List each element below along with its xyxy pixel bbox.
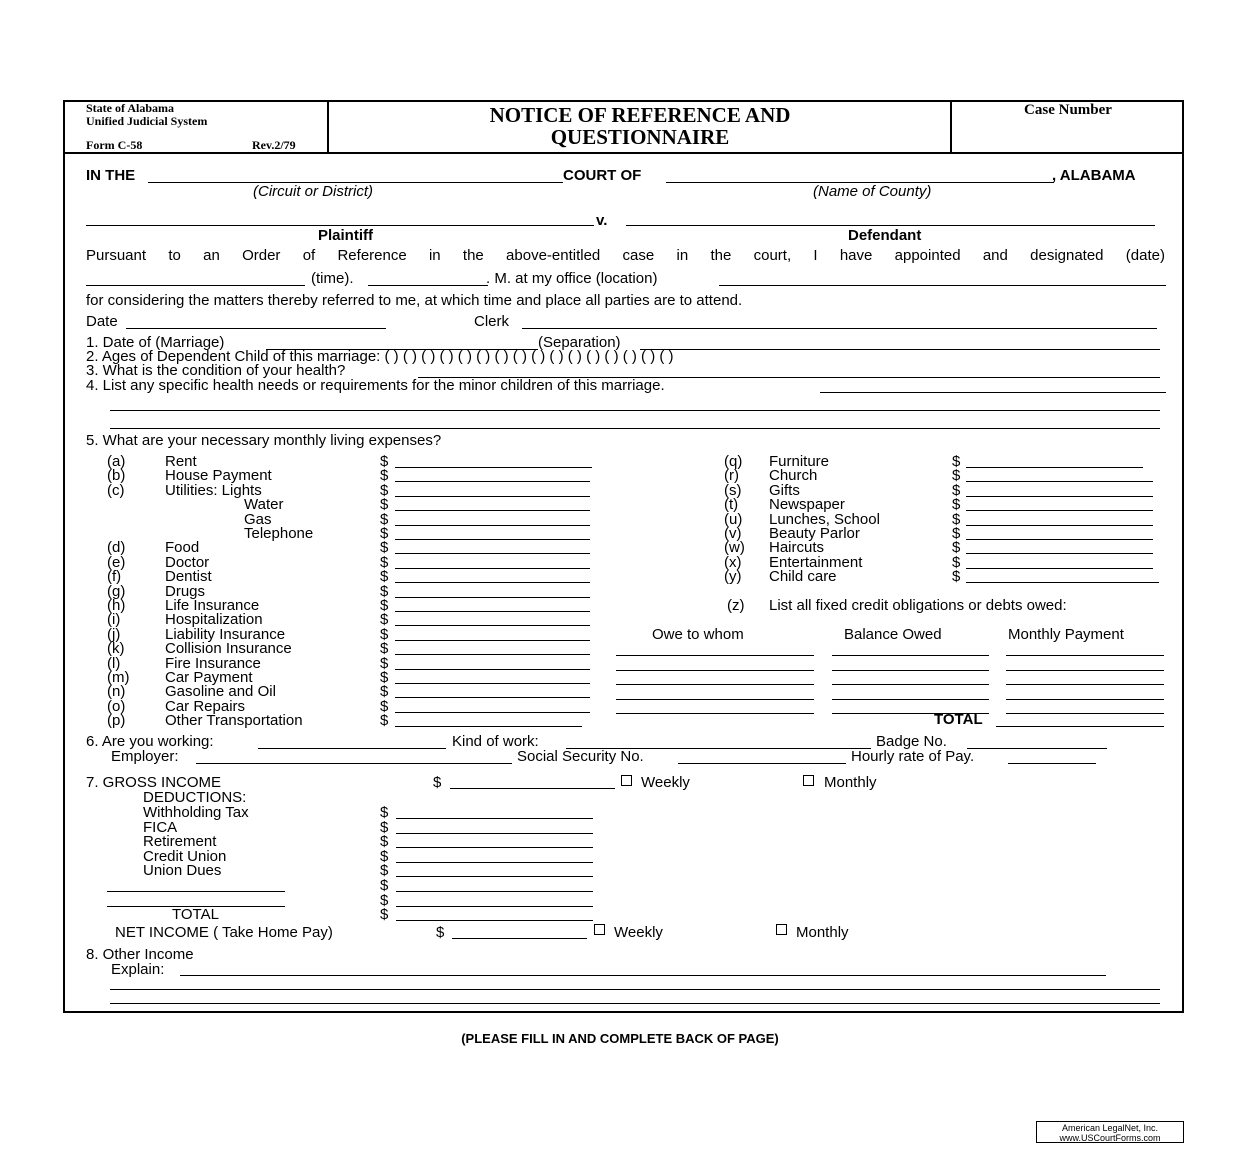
expense-amount-field[interactable] (395, 568, 590, 569)
publisher-name: American LegalNet, Inc. (1061, 1123, 1159, 1133)
system-name: Unified Judicial System (86, 114, 208, 128)
dollar-sign: $ (952, 511, 961, 528)
expense-amount-field[interactable] (966, 510, 1153, 511)
dollar-sign: $ (380, 683, 389, 700)
explain-label: Explain: (111, 961, 165, 978)
net-monthly-label: Monthly (796, 924, 849, 941)
header-divider-left (327, 100, 329, 153)
debt-balance-field[interactable] (832, 699, 989, 700)
ssn-label: Social Security No. (517, 748, 644, 765)
dollar-sign: $ (380, 906, 389, 923)
expense-amount-field[interactable] (395, 481, 590, 482)
expense-amount-field[interactable] (395, 553, 590, 554)
debts-letter: (z) (727, 597, 745, 614)
expense-label: Haircuts (769, 539, 825, 556)
defendant-label: Defendant (848, 227, 922, 244)
expense-label: Life Insurance (165, 597, 260, 614)
debt-creditor-field[interactable] (616, 670, 814, 671)
q3-label: 3. What is the condition of your health? (86, 362, 346, 379)
dollar-sign: $ (380, 862, 389, 879)
deduction-amount-field[interactable] (396, 876, 593, 877)
expense-amount-field[interactable] (966, 496, 1153, 497)
expense-label: Gifts (769, 482, 800, 499)
expense-label: House Payment (165, 467, 272, 484)
in-the-label: IN THE (86, 167, 136, 184)
expense-letter: (y) (724, 568, 742, 585)
court-of-label: COURT OF (563, 167, 642, 184)
dollar-sign: $ (380, 804, 389, 821)
dollar-sign: $ (380, 467, 389, 484)
expense-label: Beauty Parlor (769, 525, 860, 542)
dollar-sign: $ (380, 712, 389, 729)
health-needs-line-2[interactable] (110, 410, 1160, 411)
dollar-sign: $ (380, 626, 389, 643)
debt-creditor-field[interactable] (616, 684, 814, 685)
expense-letter: (e) (107, 554, 126, 571)
dollar-sign: $ (380, 669, 389, 686)
separation-date-field[interactable] (640, 349, 1160, 350)
expense-amount-field[interactable] (395, 654, 590, 655)
revision: Rev.2/79 (252, 138, 296, 152)
expense-letter: (l) (107, 655, 121, 672)
q8-label: 8. Other Income (86, 946, 194, 963)
expense-label: Gas (244, 511, 272, 528)
expense-letter: (g) (107, 583, 126, 600)
expense-amount-field[interactable] (395, 597, 590, 598)
net-income-field[interactable] (452, 938, 587, 939)
expense-label: Child care (769, 568, 837, 585)
gross-monthly-checkbox[interactable] (803, 775, 814, 786)
q2-label: 2. Ages of Dependent Child of this marriage: ( ) ( ) ( ) ( ) ( ) ( ) ( ) ( ) ( ) ( ) ( ) ( ) ( ) ( ) ( ) ( ) (86, 348, 674, 365)
deduction-label: Credit Union (143, 848, 227, 865)
expense-label: Collision Insurance (165, 640, 292, 657)
publisher-logo (1036, 1121, 1184, 1143)
kind-of-work-label: Kind of work: (452, 733, 539, 750)
notice-paragraph: Pursuant to an Order of Reference in the above-entitled case in the court, I have appointed and designated (date) (86, 247, 1165, 264)
time-field[interactable] (368, 285, 488, 286)
expense-amount-field[interactable] (395, 582, 590, 583)
expense-letter: (s) (724, 482, 742, 499)
badge-label: Badge No. (876, 733, 947, 750)
net-dollar: $ (436, 924, 445, 941)
deductions-total-label: TOTAL (172, 906, 219, 923)
dollar-sign: $ (380, 554, 389, 571)
gross-dollar: $ (433, 774, 442, 791)
dollar-sign: $ (380, 655, 389, 672)
expense-label: Fire Insurance (165, 655, 261, 672)
expense-amount-field[interactable] (395, 625, 590, 626)
net-weekly-checkbox[interactable] (594, 924, 605, 935)
plaintiff-label: Plaintiff (318, 227, 373, 244)
expense-label: Newspaper (769, 496, 845, 513)
dollar-sign: $ (952, 453, 961, 470)
deduction-label: FICA (143, 819, 178, 836)
expense-label: Doctor (165, 554, 210, 571)
state-name: State of Alabama (86, 101, 174, 115)
dollar-sign: $ (380, 640, 389, 657)
q4-label: 4. List any specific health needs or requirements for the minor children of this marriage. (86, 377, 665, 394)
working-field[interactable] (258, 748, 446, 749)
deduction-amount-field[interactable] (396, 862, 593, 863)
debt-balance-field[interactable] (832, 684, 989, 685)
deduction-label: Retirement (143, 833, 217, 850)
dollar-sign: $ (380, 877, 389, 894)
expense-label: Telephone (244, 525, 314, 542)
deduction-amount-field[interactable] (396, 818, 593, 819)
notice-text-2: for considering the matters thereby referred to me, at which time and place all parties are to attend. (86, 292, 743, 309)
expense-amount-field[interactable] (395, 697, 590, 698)
expense-letter: (i) (107, 611, 121, 628)
expense-amount-field[interactable] (395, 712, 590, 713)
circuit-hint: (Circuit or District) (253, 183, 373, 200)
dollar-sign: $ (952, 568, 961, 585)
health-needs-field[interactable] (820, 392, 1166, 393)
gross-income-field[interactable] (450, 788, 615, 789)
dollar-sign: $ (380, 525, 389, 542)
expense-letter: (j) (107, 626, 121, 643)
deduction-amount-field[interactable] (396, 833, 593, 834)
dollar-sign: $ (952, 482, 961, 499)
expense-letter: (m) (107, 669, 130, 686)
expense-amount-field[interactable] (966, 467, 1143, 468)
dollar-sign: $ (380, 698, 389, 715)
expense-amount-field[interactable] (966, 582, 1159, 583)
expense-amount-field[interactable] (395, 611, 590, 612)
page-title-2: QUESTIONNAIRE (550, 125, 730, 149)
dollar-sign: $ (952, 525, 961, 542)
health-needs-line-3[interactable] (110, 428, 1160, 429)
expense-letter: (w) (724, 539, 745, 556)
debt-monthly-field[interactable] (1006, 670, 1164, 671)
dollar-sign: $ (380, 482, 389, 499)
expense-label: Drugs (165, 583, 206, 600)
expense-letter: (x) (724, 554, 742, 571)
expense-label: Liability Insurance (165, 626, 286, 643)
gross-weekly-checkbox[interactable] (621, 775, 632, 786)
expense-label: Church (769, 467, 818, 484)
hourly-label: Hourly rate of Pay. (851, 748, 975, 765)
expense-label: Food (165, 539, 200, 556)
expense-label: Hospitalization (165, 611, 263, 628)
debt-monthly-field[interactable] (1006, 699, 1164, 700)
deduction-amount-field[interactable] (396, 906, 593, 907)
expense-letter: (r) (724, 467, 739, 484)
expense-amount-field[interactable] (395, 467, 592, 468)
expense-amount-field[interactable] (395, 496, 590, 497)
expense-letter: (p) (107, 712, 126, 729)
debt-balance-field[interactable] (832, 670, 989, 671)
dollar-sign: $ (380, 848, 389, 865)
form-frame (63, 100, 1184, 1013)
dollar-sign: $ (380, 892, 389, 909)
deduction-custom-field[interactable] (107, 891, 285, 892)
debts-label: List all fixed credit obligations or debts owed: (769, 597, 1067, 614)
net-monthly-checkbox[interactable] (776, 924, 787, 935)
alabama-label: , ALABAMA (1052, 167, 1136, 184)
page-title: NOTICE OF REFERENCE AND (489, 103, 791, 127)
debts-total-field[interactable] (996, 726, 1164, 727)
deduction-label: Union Dues (143, 862, 222, 879)
expense-letter: (a) (107, 453, 126, 470)
expense-amount-field[interactable] (966, 553, 1153, 554)
debt-balance-field[interactable] (832, 655, 989, 656)
explain-line-2[interactable] (110, 989, 1160, 990)
dollar-sign: $ (952, 467, 961, 484)
col-monthly-payment: Monthly Payment (1008, 626, 1124, 643)
expense-label: Dentist (165, 568, 212, 585)
dollar-sign: $ (380, 833, 389, 850)
net-weekly-label: Weekly (614, 924, 663, 941)
time-label: (time). (311, 270, 354, 287)
col-balance-owed: Balance Owed (844, 626, 942, 643)
q7-label: 7. GROSS INCOME (86, 774, 222, 791)
header-divider (63, 152, 1184, 154)
dollar-sign: $ (380, 583, 389, 600)
gross-monthly-label: Monthly (824, 774, 877, 791)
notice-date-field[interactable] (126, 328, 386, 329)
col-owe-to-whom: Owe to whom (652, 626, 744, 643)
debt-creditor-field[interactable] (616, 655, 814, 656)
expense-amount-field[interactable] (395, 510, 590, 511)
dollar-sign: $ (380, 597, 389, 614)
explain-field[interactable] (180, 975, 1106, 976)
expense-letter: (q) (724, 453, 743, 470)
expense-amount-field[interactable] (395, 539, 590, 540)
expense-amount-field[interactable] (966, 481, 1153, 482)
dollar-sign: $ (380, 511, 389, 528)
case-number-label: Case Number (1024, 102, 1112, 118)
dollar-sign: $ (952, 554, 961, 571)
expense-label: Furniture (769, 453, 830, 470)
debt-monthly-field[interactable] (1006, 655, 1164, 656)
dollar-sign: $ (380, 453, 389, 470)
q1-label: 1. Date of (Marriage) (86, 334, 225, 351)
expense-amount-field[interactable] (395, 525, 590, 526)
dollar-sign: $ (952, 539, 961, 556)
expense-label: Car Payment (165, 669, 253, 686)
dollar-sign: $ (380, 568, 389, 585)
defendant-field[interactable] (626, 225, 1155, 226)
expense-letter: (k) (107, 640, 125, 657)
expense-letter: (u) (724, 511, 743, 528)
debt-monthly-field[interactable] (1006, 684, 1164, 685)
debt-creditor-field[interactable] (616, 699, 814, 700)
deduction-amount-field[interactable] (396, 920, 593, 921)
expense-amount-field[interactable] (395, 683, 590, 684)
expense-label: Rent (165, 453, 197, 470)
deduction-amount-field[interactable] (396, 847, 593, 848)
county-hint: (Name of County) (813, 183, 932, 200)
net-income-label: NET INCOME ( Take Home Pay) (115, 924, 333, 941)
expense-letter: (c) (107, 482, 125, 499)
expense-label: Lunches, School (769, 511, 880, 528)
expense-label: Entertainment (769, 554, 863, 571)
expense-amount-field[interactable] (395, 726, 582, 727)
deduction-amount-field[interactable] (396, 891, 593, 892)
expense-amount-field[interactable] (966, 539, 1153, 540)
gross-weekly-label: Weekly (641, 774, 690, 791)
hourly-field[interactable] (1008, 763, 1096, 764)
q5-label: 5. What are your necessary monthly living expenses? (86, 432, 442, 449)
badge-field[interactable] (967, 748, 1107, 749)
expense-label: Car Repairs (165, 698, 246, 715)
debt-creditor-field[interactable] (616, 713, 814, 714)
dollar-sign: $ (380, 539, 389, 556)
versus-label: v. (596, 212, 608, 229)
expense-label: Other Transportation (165, 712, 303, 729)
separation-label: (Separation) (538, 334, 621, 351)
expense-letter: (d) (107, 539, 126, 556)
deduction-label: Withholding Tax (143, 804, 249, 821)
q6-label: 6. Are you working: (86, 733, 214, 750)
debt-monthly-field[interactable] (1006, 713, 1164, 714)
expense-label: Utilities: Lights (165, 482, 262, 499)
expense-amount-field[interactable] (395, 669, 590, 670)
expense-amount-field[interactable] (966, 525, 1153, 526)
expense-amount-field[interactable] (395, 640, 590, 641)
publisher-url: www.USCourtForms.com (1059, 1133, 1161, 1143)
form-number: Form C-58 (86, 138, 143, 152)
expense-letter: (o) (107, 698, 126, 715)
employer-field[interactable] (196, 763, 512, 764)
expense-letter: (t) (724, 496, 739, 513)
back-of-page-note: (PLEASE FILL IN AND COMPLETE BACK OF PAGE) (461, 1031, 779, 1046)
debts-total-label: TOTAL (934, 711, 983, 728)
location-label: . M. at my office (location) (486, 270, 658, 287)
clerk-label: Clerk (474, 313, 510, 330)
employer-label: Employer: (111, 748, 179, 765)
date-field[interactable] (86, 285, 305, 286)
ssn-field[interactable] (678, 763, 846, 764)
expense-letter: (b) (107, 467, 126, 484)
expense-amount-field[interactable] (966, 568, 1153, 569)
expense-letter: (h) (107, 597, 126, 614)
expense-label: Gasoline and Oil (165, 683, 276, 700)
expense-label: Water (244, 496, 284, 513)
expense-letter: (f) (107, 568, 122, 585)
expense-letter: (n) (107, 683, 126, 700)
dollar-sign: $ (380, 611, 389, 628)
date-label: Date (86, 313, 118, 330)
explain-line-3[interactable] (110, 1003, 1160, 1004)
dollar-sign: $ (380, 496, 389, 513)
location-field[interactable] (719, 285, 1166, 286)
dollar-sign: $ (380, 819, 389, 836)
expense-letter: (v) (724, 525, 742, 542)
clerk-field[interactable] (522, 328, 1157, 329)
plaintiff-field[interactable] (86, 225, 594, 226)
deductions-label: DEDUCTIONS: (143, 789, 247, 806)
dollar-sign: $ (952, 496, 961, 513)
